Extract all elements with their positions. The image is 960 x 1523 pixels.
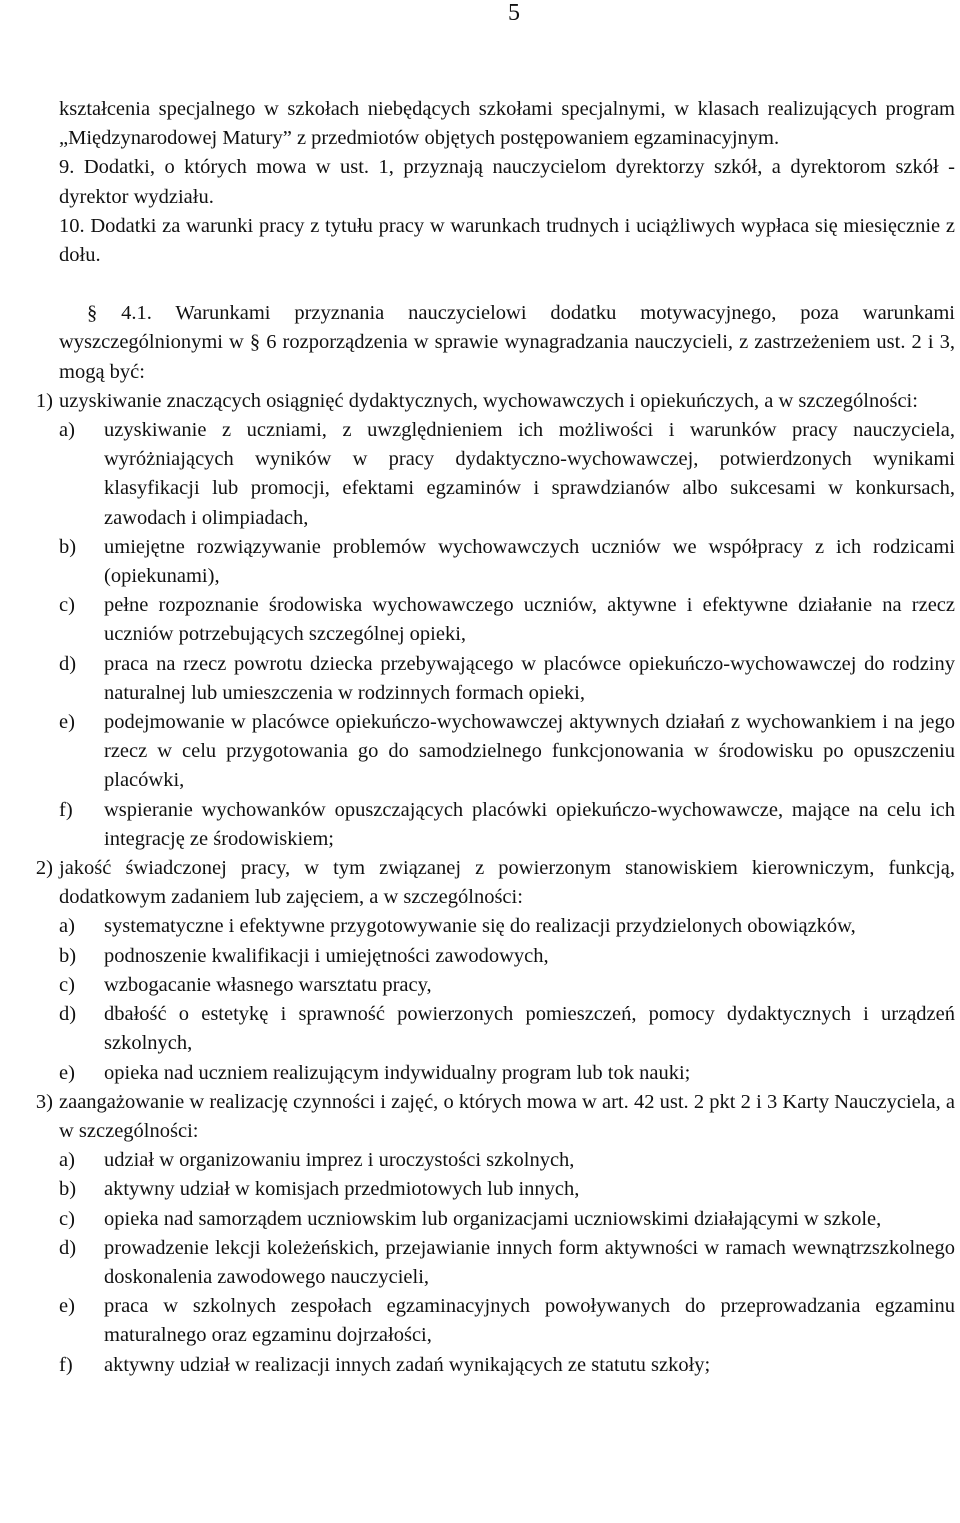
subpoint-2-a (59, 912, 955, 941)
subpoint-2-e (59, 1059, 955, 1088)
subpoint-letter: b) (59, 944, 77, 967)
subpoint-3-d (59, 1234, 955, 1292)
subpoint-letter: b) (59, 1178, 77, 1201)
subpoint-letter: d) (59, 652, 77, 675)
subpoint-text: opieka nad uczniem realizującym indywidualny program lub tok nauki; (104, 1061, 691, 1084)
subpoint-text: umiejętne rozwiązywanie problemów wychowawczych uczniów we współpracy z ich rodzicami (opiekunami), (104, 535, 955, 588)
subpoint-3-e (59, 1292, 955, 1350)
subpoint-letter: f) (59, 1353, 73, 1376)
subpoint-3-a (59, 1146, 955, 1175)
subpoint-text: uzyskiwanie z uczniami, z uwzględnieniem ich możliwości i warunków pracy nauczyciela, wyróżniających wyników w pracy dydaktyczno-wychowawczej, potwierdzonych wynikami klasyfikacji lub promocji, efektami egzaminów i sprawdzianów albo sukcesami w konkursach, zawodach i olimpiadach, (104, 419, 955, 529)
subpoint-letter: b) (59, 535, 77, 558)
subpoint-3-c (59, 1205, 955, 1234)
subpoint-text: dbałość o estetykę i sprawność powierzonych pomieszczeń, pomocy dydaktycznych i urządzeń szkolnych, (104, 1003, 955, 1055)
subpoint-2-d (59, 1000, 955, 1058)
subpoint-letter: a) (59, 1149, 75, 1172)
subpoint-letter: e) (59, 1295, 75, 1318)
points-list (35, 387, 955, 1380)
subpoint-text: aktywny udział w komisjach przedmiotowych lub innych, (104, 1178, 580, 1201)
section-4-intro: § 4.1. Warunkami przyznania nauczycielowi dodatku motywacyjnego, poza warunkami wyszczególnionymi w § 6 rozporządzenia w sprawie wynagradzania nauczycieli, z zastrzeżeniem ust. 2 i 3, mogą być: (59, 302, 955, 383)
subpoint-text: wspieranie wychowanków opuszczających placówki opiekuńczo-wychowawcze, mające na celu ich integrację ze środowiskiem; (104, 798, 955, 850)
subpoint-3-b (59, 1175, 955, 1204)
subpoint-3-f (59, 1351, 955, 1380)
paragraph-point-10: 10. Dodatki za warunki pracy z tytułu pracy w warunkach trudnych i uciążliwych wypłaca się miesięcznie z dołu. (59, 214, 955, 267)
point-text: uzyskiwanie znaczących osiągnięć dydaktycznych, wychowawczych i opiekuńczych, a w szczególności: (59, 389, 918, 412)
subpoint-letter: c) (59, 1207, 75, 1230)
subpoint-text: udział w organizowaniu imprez i uroczystości szkolnych, (104, 1149, 575, 1172)
point-1 (16, 387, 955, 416)
subpoint-text: praca w szkolnych zespołach egzaminacyjnych powoływanych do przeprowadzania egzaminu maturalnego oraz egzaminu dojrzałości, (104, 1295, 955, 1347)
subpoint-1-e (59, 708, 955, 796)
subpoint-letter: c) (59, 594, 75, 617)
subpoint-letter: e) (59, 711, 75, 734)
subpoint-letter: d) (59, 1003, 77, 1026)
point-3 (16, 1088, 955, 1146)
subpoint-2-b (59, 942, 955, 971)
point-text: jakość świadczonej pracy, w tym związanej z powierzonym stanowiskiem kierowniczym, funkcją, dodatkowym zadaniem lub zajęciem, a w szczególności: (59, 857, 955, 909)
subpoint-text: prowadzenie lekcji koleżeńskich, przejawianie innych form aktywności w ramach wewnątrzszkolnego doskonalenia zawodowego nauczycieli, (104, 1236, 955, 1288)
subpoint-letter: f) (59, 798, 73, 821)
subpoint-2-c (59, 971, 955, 1000)
point-number: 3) (35, 1090, 53, 1113)
subpoint-text: podejmowanie w placówce opiekuńczo-wychowawczej aktywnych działań z wychowankiem i na jego rzecz w celu przygotowania go do samodzielnego funkcjonowania w środowisku po opuszczeniu placówki, (104, 711, 955, 792)
subpoint-text: aktywny udział w realizacji innych zadań wynikających ze statutu szkoły; (104, 1353, 711, 1376)
subpoint-letter: a) (59, 915, 75, 938)
subpoint-letter: c) (59, 973, 75, 996)
document-body (35, 95, 955, 1380)
subpoint-1-f (59, 796, 955, 854)
paragraph-continuation: kształcenia specjalnego w szkołach niebędących szkołami specjalnymi, w klasach realizujących program „Międzynarodowej Matury” z przedmiotów objętych postępowaniem egzaminacyjnym. (59, 98, 955, 150)
subpoint-text: podnoszenie kwalifikacji i umiejętności zawodowych, (104, 944, 549, 967)
subpoint-text: praca na rzecz powrotu dziecka przebywającego w placówce opiekuńczo-wychowawczej do rodziny naturalnej lub umieszczenia w rodzinnych formach opieki, (104, 652, 955, 704)
point-number: 1) (35, 389, 53, 412)
point-2 (16, 854, 955, 912)
subpoint-letter: e) (59, 1061, 75, 1084)
subpoint-1-d (59, 650, 955, 708)
subpoint-text: pełne rozpoznanie środowiska wychowawczego uczniów, aktywne i efektywne działanie na rzecz uczniów potrzebujących szczególnej opieki, (104, 594, 955, 646)
subpoint-text: wzbogacanie własnego warsztatu pracy, (104, 973, 432, 996)
subpoint-text: systematyczne i efektywne przygotowywanie się do realizacji przydzielonych obowiązków, (104, 915, 856, 938)
subpoint-text: opieka nad samorządem uczniowskim lub organizacjami uczniowskimi działającymi w szkole, (104, 1207, 882, 1230)
subpoint-1-b (59, 533, 955, 591)
subpoint-letter: a) (59, 419, 75, 442)
paragraph-gap (59, 270, 955, 299)
subpoint-letter: d) (59, 1236, 77, 1259)
subpoint-1-c (59, 591, 955, 649)
subpoint-1-a (59, 416, 955, 533)
point-number: 2) (35, 857, 53, 880)
paragraph-point-9: 9. Dodatki, o których mowa w ust. 1, przyznają nauczycielom dyrektorzy szkół, a dyrektorom szkół - dyrektor wydziału. (59, 156, 955, 208)
page-number: 5 (508, 0, 520, 26)
point-text: zaangażowanie w realizację czynności i zajęć, o których mowa w art. 42 ust. 2 pkt 2 i 3 Karty Nauczyciela, a w szczególności: (59, 1090, 955, 1142)
